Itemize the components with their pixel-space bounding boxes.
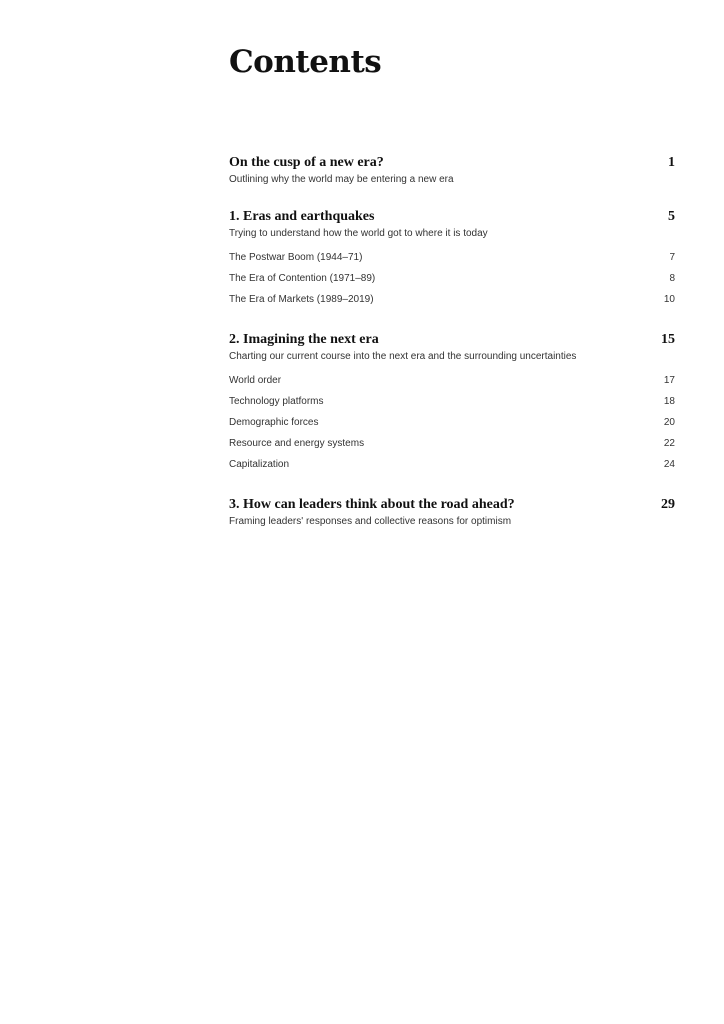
toc-entry-page[interactable]: 7: [669, 252, 675, 263]
toc-entry-resource-energy[interactable]: [229, 433, 675, 454]
section-heading[interactable]: [229, 207, 675, 227]
toc-entry-postwar-boom[interactable]: [229, 247, 675, 268]
section-title[interactable]: 3. How can leaders think about the road ahead?: [229, 497, 515, 512]
toc-entry-technology-platforms[interactable]: [229, 391, 675, 412]
section-page-number[interactable]: 29: [661, 497, 675, 512]
section-title[interactable]: On the cusp of a new era?: [229, 155, 384, 170]
toc-entry-page[interactable]: 17: [663, 375, 675, 386]
toc-section-intro[interactable]: [229, 153, 675, 187]
toc-section-road-ahead[interactable]: [229, 495, 675, 529]
section-description: Trying to understand how the world got to where it is today: [229, 228, 488, 239]
toc-entry-label[interactable]: Technology platforms: [229, 396, 324, 407]
section-heading[interactable]: [229, 495, 675, 515]
toc-entry-label[interactable]: Capitalization: [229, 459, 290, 470]
toc-entry-page[interactable]: 24: [663, 459, 675, 470]
toc-entry-label[interactable]: The Postwar Boom (1944–71): [229, 252, 363, 263]
toc-entry-label[interactable]: World order: [229, 375, 282, 386]
toc-entry-label[interactable]: Resource and energy systems: [229, 438, 365, 449]
table-of-contents: [229, 153, 675, 549]
section-title[interactable]: 2. Imagining the next era: [229, 332, 379, 347]
toc-entry-page[interactable]: 8: [669, 273, 675, 284]
toc-entry-era-of-markets[interactable]: [229, 289, 675, 310]
toc-entry-page[interactable]: 22: [663, 438, 675, 449]
section-description: Framing leaders' responses and collective reasons for optimism: [229, 516, 512, 527]
toc-entry-label[interactable]: Demographic forces: [229, 417, 319, 428]
section-heading[interactable]: [229, 330, 675, 350]
toc-entry-capitalization[interactable]: [229, 454, 675, 475]
toc-entry-era-of-contention[interactable]: [229, 268, 675, 289]
toc-entry-label[interactable]: The Era of Contention (1971–89): [229, 273, 376, 284]
toc-entry-world-order[interactable]: [229, 370, 675, 391]
toc-entry-demographic-forces[interactable]: [229, 412, 675, 433]
toc-entry-label[interactable]: The Era of Markets (1989–2019): [229, 294, 374, 305]
toc-section-eras[interactable]: [229, 207, 675, 310]
page-title: Contents: [229, 44, 382, 80]
section-description: Outlining why the world may be entering a new era: [229, 174, 454, 185]
toc-entry-page[interactable]: 18: [663, 396, 675, 407]
section-heading[interactable]: [229, 153, 675, 173]
section-title[interactable]: 1. Eras and earthquakes: [229, 209, 375, 224]
section-description: Charting our current course into the next era and the surrounding uncertainties: [229, 351, 577, 362]
toc-section-next-era[interactable]: [229, 330, 675, 475]
toc-entry-page[interactable]: 20: [663, 417, 675, 428]
section-page-number[interactable]: 1: [668, 155, 675, 170]
toc-entry-page[interactable]: 10: [663, 294, 675, 305]
section-page-number[interactable]: 5: [668, 209, 675, 224]
section-page-number[interactable]: 15: [661, 332, 675, 347]
